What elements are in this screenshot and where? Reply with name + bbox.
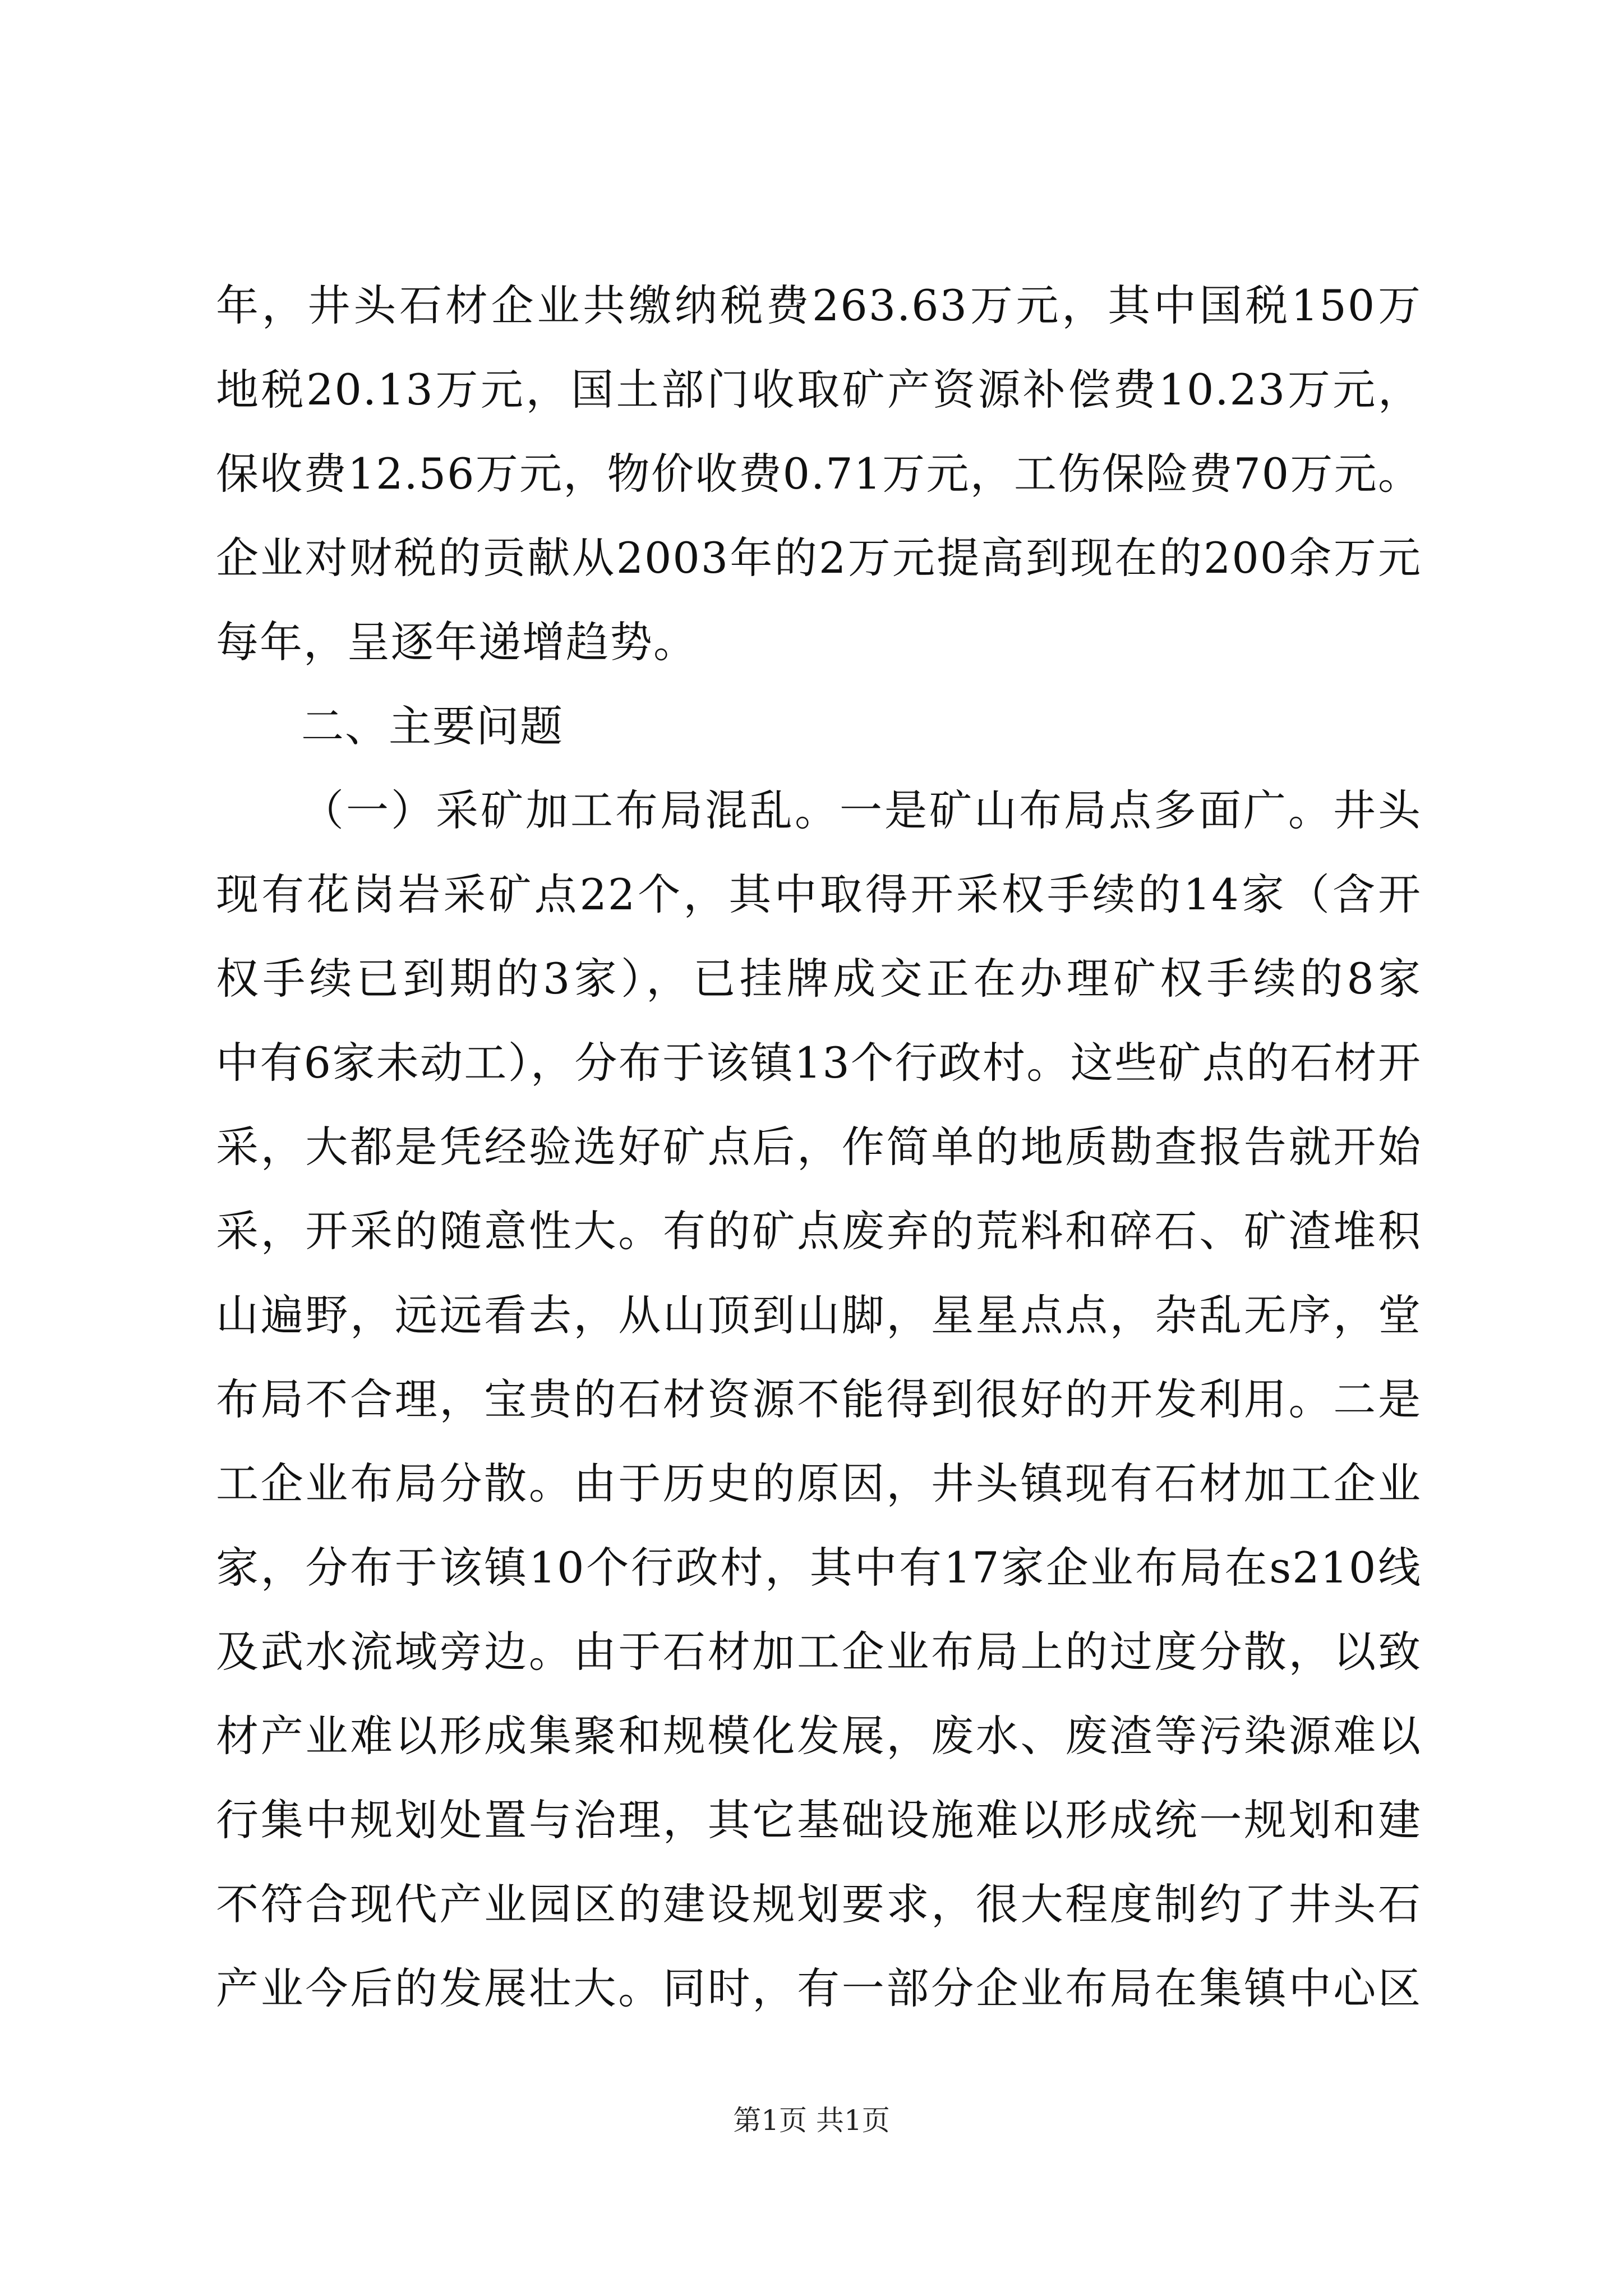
section-heading: 二、主要问题	[301, 701, 564, 751]
document-body	[216, 264, 1422, 2031]
text-line: 每年，呈逐年递增趋势。	[216, 617, 697, 667]
text-line: 保收费12.56万元，物价收费0.71万元，工伤保险费70万元。	[216, 449, 1422, 499]
text-line: 不符合现代产业园区的建设规划要求，很大程度制约了井头石	[216, 1879, 1422, 1929]
text-line: 采，开采的随意性大。有的矿点废弃的荒料和碎石、矿渣堆积	[216, 1206, 1422, 1256]
text-line: 产业今后的发展壮大。同时，有一部分企业布局在集镇中心区	[216, 1963, 1422, 2013]
text-line: 年，井头石材企业共缴纳税费263.63万元，其中国税150万	[216, 280, 1422, 330]
text-line: 权手续已到期的3家），已挂牌成交正在办理矿权手续的8家	[216, 954, 1422, 1004]
text-line: 材产业难以形成集聚和规模化发展，废水、废渣等污染源难以	[216, 1711, 1422, 1761]
text-line: 山遍野，远远看去，从山顶到山脚，星星点点，杂乱无序，堂	[216, 1290, 1422, 1340]
text-line: 家，分布于该镇10个行政村，其中有17家企业布局在s210线	[216, 1543, 1422, 1593]
text-line: （一）采矿加工布局混乱。一是矿山布局点多面广。井头	[301, 785, 1422, 835]
text-line: 企业对财税的贡献从2003年的2万元提高到现在的200余万元	[216, 533, 1422, 583]
text-line: 中有6家未动工），分布于该镇13个行政村。这些矿点的石材开	[216, 1038, 1422, 1088]
text-line: 地税20.13万元，国土部门收取矿产资源补偿费10.23万元，	[216, 365, 1422, 415]
text-line: 布局不合理，宝贵的石材资源不能得到很好的开发利用。二是	[216, 1374, 1422, 1424]
text-line: 现有花岗岩采矿点22个，其中取得开采权手续的14家（含开	[216, 869, 1422, 919]
text-line: 及武水流域旁边。由于石材加工企业布局上的过度分散，以致	[216, 1627, 1422, 1677]
page-footer	[0, 2104, 1623, 2137]
page-number-label: 第1页 共1页	[733, 2104, 890, 2137]
text-line: 行集中规划处置与治理，其它基础设施难以形成统一规划和建	[216, 1795, 1422, 1845]
text-line: 工企业布局分散。由于历史的原因，井头镇现有石材加工企业	[216, 1458, 1422, 1508]
text-line: 采，大都是凭经验选好矿点后，作简单的地质勘查报告就开始	[216, 1122, 1422, 1172]
